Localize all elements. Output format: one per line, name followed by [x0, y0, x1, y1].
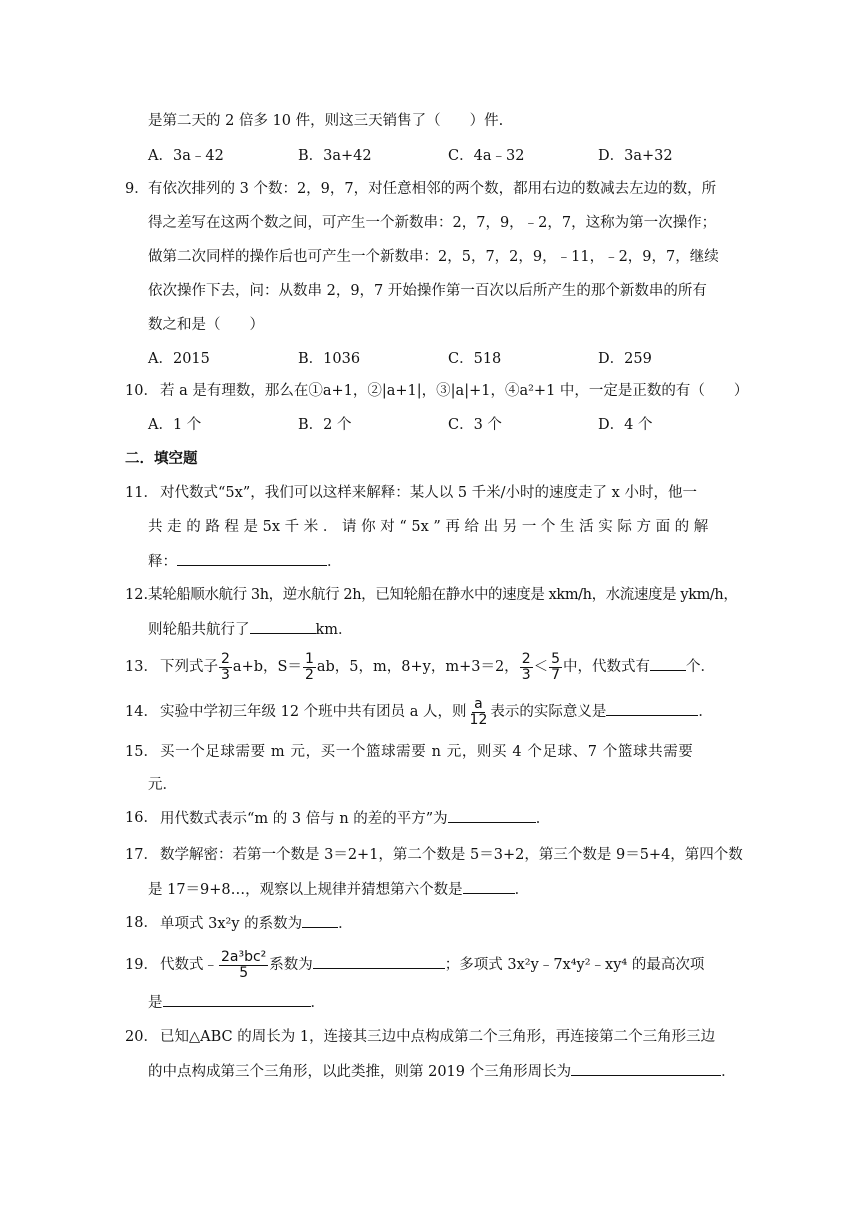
q19-answer-blank-2[interactable]	[163, 992, 311, 1007]
q9-line-3: 做第二次同样的操作后也可产生一个新数串：2，5，7，2，9，﹣11，﹣2，9，7，继续	[148, 249, 719, 265]
q16-text-post: ．	[535, 811, 551, 827]
q17-line-1: 数学解密：若第一个数是 3＝2+1，第二个数是 5＝3+2，第三个数是 9＝5+4，第四个数	[160, 847, 743, 863]
q16-number: 16．	[125, 810, 158, 826]
q20-text: 的中点构成第三个三角形，以此类推，则第 2019 个三角形周长为	[148, 1064, 572, 1080]
q8-stem-tail: 是第二天的 2 倍多 10 件，则这三天销售了（ ）件.	[148, 113, 504, 129]
q13-text-3: ＜	[533, 659, 549, 675]
q18-text-post: ．	[338, 916, 353, 932]
q9-line-4: 依次操作下去，问：从数串 2，9，7 开始操作第一百次以后所产生的那个新数串的所有	[148, 283, 707, 299]
q14-denominator: 12	[469, 711, 488, 728]
q9-option-d: D．259	[598, 351, 652, 367]
q9-option-c: C．518	[448, 351, 502, 367]
q12-label: 则轮船共航行了	[148, 622, 250, 638]
q13-fraction-2	[303, 652, 316, 683]
q13-fraction-1	[219, 652, 232, 683]
q17-text: 是 17＝9+8…，观察以上规律并猜想第六个数是	[148, 882, 463, 898]
q8-options	[148, 146, 748, 166]
q19-denominator: 5	[239, 964, 249, 981]
q19-text-mid2: ；多项式 3x²y﹣7x⁴y²﹣xy⁴ 的最高次项	[444, 957, 705, 973]
q18-stem	[160, 913, 353, 934]
q13-f1-numerator: 2	[221, 650, 230, 667]
q13-text-pre: 下列式子	[160, 659, 218, 675]
q12-line-1: 某轮船顺水航行 3h，逆水航行 2h，已知轮船在静水中的速度是 xkm/h，水流速度是 ykm/h，	[148, 587, 738, 603]
q13-text-post: 个．	[686, 659, 716, 675]
q13-f4-numerator: 5	[551, 650, 561, 667]
q14-text-mid: 表示的实际意义是	[490, 704, 607, 720]
q19-number: 19．	[125, 957, 158, 973]
q13-f3-denominator: 3	[521, 666, 531, 683]
q11-number: 11．	[125, 485, 158, 501]
q14-text-pre: 实验中学初三年级 12 个班中共有团员 a 人，则	[160, 704, 467, 720]
q13-f4-denominator: 7	[551, 666, 561, 683]
q19-text-line2: 是	[148, 995, 163, 1011]
q15-line-2: 元．	[148, 777, 177, 793]
q11-period: ．	[327, 554, 342, 570]
q18-text-pre: 单项式 3x²y 的系数为	[160, 916, 303, 932]
q13-text-1: a+b，S＝	[232, 659, 302, 675]
q12-line-2	[148, 619, 353, 640]
q9-option-a: A．2015	[148, 351, 210, 367]
q10-options	[148, 415, 748, 435]
q9-number: 9．	[125, 181, 149, 197]
q14-stem	[160, 695, 713, 729]
q20-period: ．	[721, 1064, 736, 1080]
q12-unit: km．	[315, 622, 353, 638]
q9-line-2: 得之差写在这两个数之间，可产生一个新数串：2，7，9，﹣2，7，这称为第一次操作；	[148, 215, 717, 231]
q17-number: 17．	[125, 847, 158, 863]
q19-line-1	[160, 947, 704, 983]
q8-option-b: B．3a+42	[298, 148, 372, 164]
q13-f2-numerator: 1	[304, 650, 314, 667]
q20-line-2	[148, 1061, 736, 1082]
q12-number: 12.	[125, 587, 149, 603]
q18-answer-blank[interactable]	[302, 913, 338, 928]
q19-text-pre: 代数式﹣	[160, 957, 218, 973]
q13-number: 13．	[125, 659, 158, 675]
q8-option-c: C．4a﹣32	[448, 148, 525, 164]
q13-stem	[160, 650, 715, 684]
q15-number: 15．	[125, 744, 158, 760]
q12-answer-blank[interactable]	[250, 619, 316, 634]
q10-option-a: A．1 个	[148, 417, 202, 433]
q19-answer-blank-1[interactable]	[313, 954, 445, 969]
q10-option-d: D．4 个	[598, 417, 653, 433]
q9-line-5: 数之和是（ ）	[148, 317, 264, 333]
q17-answer-blank[interactable]	[463, 879, 515, 894]
q9-option-b: B．1036	[298, 351, 361, 367]
q9-line-1: 有依次排列的 3 个数：2，9，7，对任意相邻的两个数，都用右边的数减去左边的数，所	[148, 181, 717, 197]
q13-f3-numerator: 2	[521, 650, 531, 667]
q19-period: ．	[310, 995, 325, 1011]
q20-answer-blank[interactable]	[571, 1061, 721, 1076]
q19-numerator: 2a³bc²	[221, 948, 267, 965]
q11-line-2: 共 走 的 路 程 是 5x 千 米 ． 请 你 对 “ 5x ” 再 给 出 另 一 个 生 活 实 际 方 面 的 解	[148, 519, 709, 535]
q19-line-2	[148, 992, 325, 1013]
q10-number: 10．	[125, 383, 158, 399]
q10-option-c: C．3 个	[448, 417, 502, 433]
q19-text-mid: 系数为	[269, 957, 313, 973]
q8-option-a: A．3a﹣42	[148, 148, 224, 164]
q16-text-pre: 用代数式表示“m 的 3 倍与 n 的差的平方”为	[160, 811, 448, 827]
section-heading-fill-in: 二．填空题	[125, 451, 198, 467]
q14-number: 14．	[125, 704, 158, 720]
q14-answer-blank[interactable]	[606, 701, 698, 716]
q15-line-1: 买一个足球需要 m 元，买一个篮球需要 n 元，则买 4 个足球、7 个篮球共需要	[160, 744, 694, 760]
q14-text-post: ．	[698, 704, 713, 720]
q11-line-1: 对代数式“5x”，我们可以这样来解释：某人以 5 千米/小时的速度走了 x 小时，他一	[160, 485, 697, 501]
q9-options	[148, 349, 748, 369]
q10-option-b: B．2 个	[298, 417, 352, 433]
q13-text-4: 中，代数式有	[563, 659, 651, 675]
q8-option-d: D．3a+32	[598, 148, 673, 164]
q14-numerator: a	[474, 695, 483, 712]
q11-answer-blank[interactable]	[177, 551, 327, 566]
q10-stem: 若 a 是有理数，那么在①a+1，②|a+1|，③|a|+1，④a²+1 中，一定是正数的有（ ）	[160, 383, 749, 399]
q11-line-3	[148, 551, 342, 572]
q19-fraction	[219, 950, 268, 981]
q14-fraction	[468, 697, 490, 728]
q17-period: ．	[514, 882, 530, 898]
q11-label: 释：	[148, 554, 177, 570]
q20-line-1: 已知△ABC 的周长为 1，连接其三边中点构成第二个三角形，再连接第二个三角形三边	[160, 1029, 716, 1045]
q17-line-2	[148, 879, 529, 900]
q13-answer-blank[interactable]	[650, 656, 686, 671]
q13-text-2: ab，5，m，8+y，m+3＝2，	[316, 659, 519, 675]
q13-fraction-3	[520, 652, 533, 683]
q16-stem	[160, 808, 550, 829]
q16-answer-blank[interactable]	[448, 808, 536, 823]
q18-number: 18．	[125, 915, 158, 931]
q13-f1-denominator: 3	[221, 666, 230, 683]
q20-number: 20．	[125, 1029, 158, 1045]
q13-fraction-4	[549, 652, 562, 683]
q13-f2-denominator: 2	[304, 666, 314, 683]
